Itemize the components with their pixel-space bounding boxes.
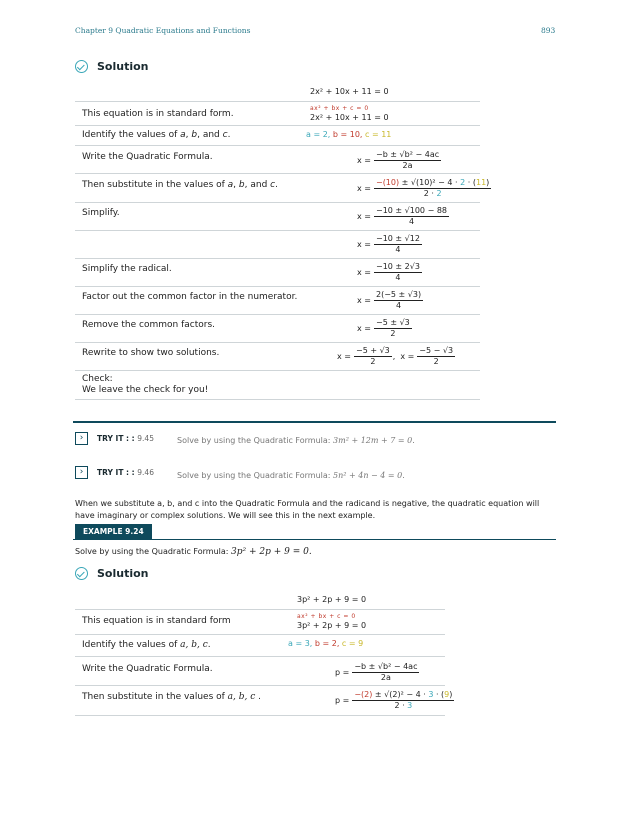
factored: x = $\frac{2(-5 \pm √3)}{4}$ <box>357 290 422 310</box>
try-it-label: TRY IT : : 9.46 <box>97 468 154 477</box>
check-block <box>82 374 208 396</box>
paragraph: When we substitute a, b, and c into the Quadratic Formula and the radicand is negative, the quadratic equation will have imaginary or complex solutions. We will see this in the next example. <box>75 499 540 520</box>
c-value: c = 11 <box>365 130 392 139</box>
example-prompt: Solve by using the Quadratic Formula: 3p² + 2p + 9 = 0. <box>75 547 312 557</box>
step-text: Factor out the common factor in the numerator. <box>82 292 298 302</box>
step-text: Write the Quadratic Formula. <box>82 664 213 674</box>
substituted-formula-2: p = $\frac{\text{−(2) ± √(2)² − 4 · 3 · (9)}}{2 \cdot 3}$ <box>335 690 453 710</box>
standard-form-eq-2: ax² + bx + c = 0 3p² + 2p + 9 = 0 <box>297 613 367 630</box>
check-circle-icon <box>75 60 88 73</box>
step-text: Write the Quadratic Formula. <box>82 152 213 162</box>
top-equation: 2x² + 10x + 11 = 0 <box>310 87 389 96</box>
page-number: 893 <box>541 26 556 35</box>
example-rule <box>73 539 556 540</box>
step-text: Simplify. <box>82 208 120 218</box>
try-it-prompt: Solve by using the Quadratic Formula: 5n² + 4n − 4 = 0. <box>177 471 405 480</box>
formula: x = $\frac{\text{−b ± √b² − 4ac}}{2a}$ <box>357 150 440 170</box>
expand-try-it-9-46[interactable] <box>75 466 88 479</box>
solution-title: Solution <box>97 60 149 73</box>
chevron-right-icon: › <box>79 467 84 477</box>
check-title: Check: <box>82 374 113 384</box>
check-circle-icon <box>75 567 88 580</box>
abc-values <box>306 130 391 139</box>
top-equation-2: 3p² + 2p + 9 = 0 <box>297 595 367 604</box>
step-text: Remove the common factors. <box>82 320 215 330</box>
try-it-prompt: Solve by using the Quadratic Formula: 3m² + 12m + 7 = 0. <box>177 436 415 445</box>
equation: 2x² + 10x + 11 = 0 <box>310 113 389 122</box>
formula-2: p = $\frac{\text{−b ± √b² − 4ac}}{2a}$ <box>335 662 418 682</box>
try-it-label: TRY IT : : 9.45 <box>97 434 154 443</box>
step-text: This equation is in standard form. <box>82 109 234 119</box>
section-divider <box>73 421 556 423</box>
simplified-2: x = $\frac{-10 \pm √12}{4}$ <box>357 234 420 254</box>
a-value: a = 2, <box>306 130 331 139</box>
reduced: x = $\frac{-5 \pm √3}{2}$ <box>357 318 410 338</box>
standard-form-eq <box>310 105 389 122</box>
step-text: This equation is in standard form <box>82 616 231 626</box>
solution-title: Solution <box>97 567 149 580</box>
check-text: We leave the check for you! <box>82 385 209 395</box>
substituted-formula: x = $\frac{\text{−(10) ± √(10)² − 4 · 2 · (11)}}{2 \cdot 2}$ <box>357 178 490 198</box>
step-text: Then substitute in the values of a, b, c . <box>82 692 262 702</box>
standard-form-label: ax² + bx + c = 0 <box>310 105 369 112</box>
step-text: Simplify the radical. <box>82 264 172 274</box>
step-text: Identify the values of a, b, c. <box>82 640 211 650</box>
solution-heading <box>75 60 149 73</box>
step-text: Then substitute in the values of a, b, and c. <box>82 180 278 190</box>
two-solutions: x = $\frac{-5 + √3}{2}$ , x = $\frac{-5 - √3}{2}$ <box>337 346 454 366</box>
chevron-right-icon: › <box>79 433 84 443</box>
expand-try-it-9-45[interactable] <box>75 432 88 445</box>
solution-heading-2 <box>75 567 149 580</box>
step-text: Identify the values of a, b, and c. <box>82 130 231 140</box>
b-value: b = 10, <box>332 130 363 139</box>
simplified: x = $\frac{-10 \pm √100 - 88}{4}$ <box>357 206 447 226</box>
example-badge: EXAMPLE 9.24 <box>75 524 152 539</box>
abc-values-2: a = 3, b = 2, c = 9 <box>288 639 364 648</box>
simplified-radical: x = $\frac{-10 \pm 2√3}{4}$ <box>357 262 420 282</box>
step-text: Rewrite to show two solutions. <box>82 348 220 358</box>
chapter-header: Chapter 9 Quadratic Equations and Functions <box>75 26 251 35</box>
